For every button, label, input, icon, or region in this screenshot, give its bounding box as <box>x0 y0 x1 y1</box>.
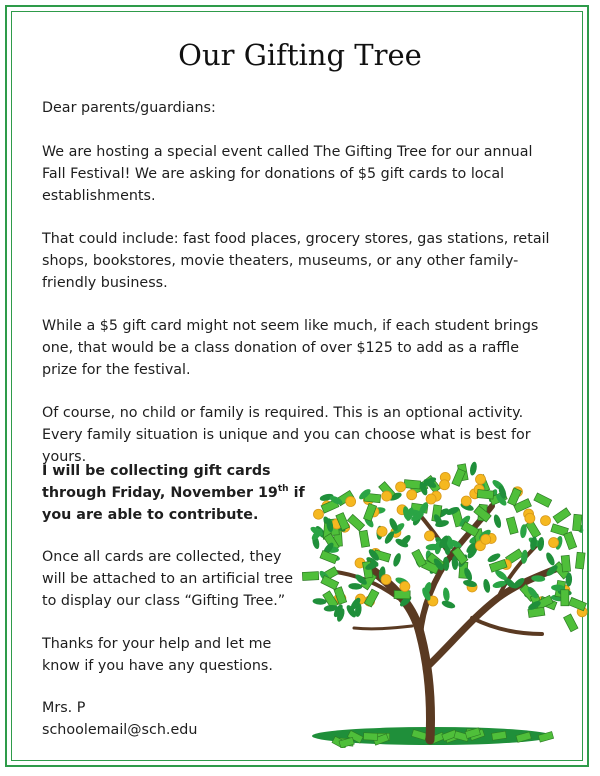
tree-canopy <box>302 461 587 632</box>
gold-coin <box>549 538 559 548</box>
money-bill <box>359 530 370 547</box>
paragraph-thanks: Thanks for your help and let me know if you have any questions. <box>42 636 273 674</box>
money-bill <box>564 614 578 632</box>
leaf <box>544 551 556 566</box>
money-bill <box>404 480 421 489</box>
money-bill <box>569 597 587 610</box>
money-bill <box>412 549 427 567</box>
leaf <box>392 552 403 567</box>
signature <box>42 697 302 741</box>
leaf <box>441 599 456 610</box>
leaf <box>537 537 545 552</box>
collection-deadline <box>42 460 322 526</box>
money-bill <box>506 517 518 535</box>
paragraph-optional: Of course, no child or family is required. This is an optional activity. Every family situation is unique and you can choose what is best for yours. <box>42 405 531 465</box>
money-bill <box>394 591 410 599</box>
gold-coin <box>461 496 471 506</box>
money-bill <box>477 490 494 500</box>
gold-coin <box>382 491 392 501</box>
gold-coin <box>381 574 391 584</box>
money-bill <box>561 590 569 606</box>
money-bill <box>553 508 571 524</box>
money-bill <box>564 532 577 550</box>
gold-coin <box>426 494 436 504</box>
gold-coin <box>377 526 387 536</box>
gold-coin <box>346 497 356 507</box>
money-bill <box>302 572 318 581</box>
greeting: Dear parents/guardians: <box>42 100 216 116</box>
paragraph-tree-display: Once all cards are collected, they will be attached to an artificial tree to display our class “Gifting Tree.” <box>42 549 293 609</box>
leaf <box>469 461 478 476</box>
money-tree-illustration <box>302 458 592 748</box>
paragraph-donation: While a $5 gift card might not seem like much, if each student brings one, that would be a class donation of over $125 to add as a raffle prize for the festival. <box>42 318 539 378</box>
gold-coin <box>407 490 417 500</box>
money-bill <box>363 503 376 521</box>
deadline-text-end: if you are able to contribute. <box>42 485 305 523</box>
leaf <box>492 514 502 529</box>
signature-name: Mrs. P <box>42 700 86 716</box>
gold-coin <box>475 474 485 484</box>
paragraph-event: We are hosting a special event called The Gifting Tree for our annual Fall Festival! We are asking for donations of $5 gift cards to local establishments. <box>42 144 533 204</box>
money-bill <box>347 514 364 531</box>
ground-money-bill <box>363 733 377 741</box>
paragraph-examples: That could include: fast food places, grocery stores, gas stations, retail shops, bookstores, movie theaters, museums, or any other family-friendly business. <box>42 231 550 291</box>
money-bill <box>534 493 552 507</box>
deadline-ordinal: th <box>277 484 289 495</box>
money-bill <box>575 552 585 569</box>
gold-coin <box>424 531 434 541</box>
leaf <box>312 598 326 605</box>
leaf <box>348 583 362 590</box>
money-bill <box>561 555 570 572</box>
gold-coin <box>541 516 551 526</box>
gold-coin <box>400 581 410 591</box>
gold-coin <box>525 513 535 523</box>
gold-coin <box>439 480 449 490</box>
money-bill <box>573 514 582 531</box>
gold-coin <box>313 509 323 519</box>
gold-coin <box>396 482 406 492</box>
signature-email: schoolemail@sch.edu <box>42 722 198 738</box>
leaf <box>482 578 491 593</box>
deadline-text-start: I will be collecting gift cards through Friday, November 19 <box>42 463 278 501</box>
leaf <box>442 587 450 602</box>
gold-coin <box>481 534 491 544</box>
page-title: Our Gifting Tree <box>178 38 422 72</box>
